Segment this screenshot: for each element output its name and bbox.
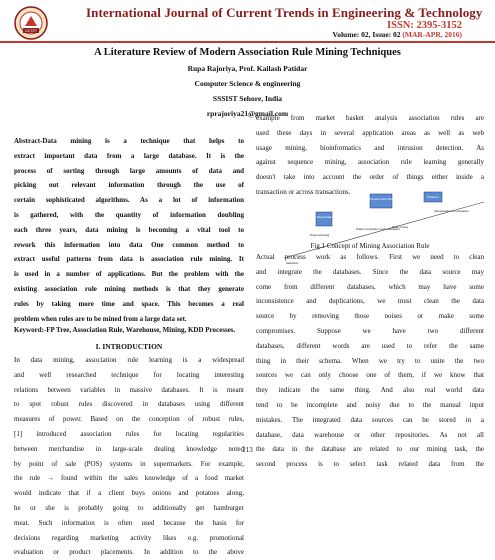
text-line: process of sorting through large amounts of data and: [14, 166, 244, 175]
figure-label-step4: Interpretation & evaluation: [434, 209, 470, 213]
text-line: is gathered, with the quantity of information doubling: [14, 210, 244, 219]
right-column-text-bottom: [256, 250, 484, 472]
volume-prefix: Volume: 02, Issue: 02: [332, 30, 403, 39]
keywords: Keyword:-FP Tree, Association Rule, Warehouse, Mining, KDD Processes.: [14, 326, 236, 334]
text-line: Abstract-Data mining is a technique that helps to: [14, 137, 244, 145]
page-number: 213: [242, 446, 253, 454]
header-divider: [0, 41, 495, 43]
text-line: rules by taking more time and space. This becomes a real: [14, 299, 244, 308]
text-line: compromises. Suppose we have two different: [256, 326, 484, 335]
text-line: extract important data from a large database. It is the: [14, 151, 244, 160]
text-line: certain sophisticated algorithms. As a lot of information: [14, 196, 244, 205]
text-line: decisions regarding marketing activity likes e.g. promotional: [14, 533, 244, 542]
text-line: evaluation or product placements. In addition to the above: [14, 548, 244, 557]
figure-label-box3: Patterns: [427, 195, 439, 199]
volume-issue: [332, 30, 462, 39]
abstract: [14, 134, 244, 326]
issn: ISSN: 2395-3152: [387, 20, 462, 31]
text-line: In data mining, association rule learning is a widespread: [14, 356, 244, 364]
text-line: against sequence mining, association rule learning generally: [256, 158, 484, 167]
paper-title: A Literature Review of Modern Association Rule Mining Techniques: [94, 47, 401, 58]
text-line: and well researched technique for locating interesting: [14, 370, 244, 379]
text-line: usage mining, bioinformatics and intrusion detection. As: [256, 143, 484, 152]
email: rprajoriya21@gmail.com: [206, 109, 289, 118]
text-line: database, data warehouse or other repositories. As not all: [256, 430, 484, 439]
text-line: the rule → found within the sales knowledge of a food market: [14, 474, 244, 483]
text-line: the data in the database are related to our mining task, the: [256, 445, 484, 454]
section-heading-introduction: I. INTRODUCTION: [95, 342, 163, 351]
text-line: picking out relevant information through the use of: [14, 181, 244, 190]
text-line: used these days in several application areas as well as web: [256, 128, 484, 137]
journal-logo: [14, 6, 48, 40]
text-line: to spot robust rules discovered in databases using different: [14, 400, 244, 409]
text-line: and integrate the databases. Since the data source may: [256, 267, 484, 276]
figure-label-start: Selection: [286, 261, 299, 265]
text-line: meat. Such information is often used because the basis for: [14, 518, 244, 527]
logo-text: IJCTET: [24, 29, 38, 33]
text-line: between merchandise in large-scale dealing knowledge noted: [14, 444, 244, 453]
text-line: doesn't take into account the order of things either inside a: [256, 173, 484, 182]
text-line: tend to be incomplete and noisy due to the manual input: [256, 400, 484, 409]
text-line: example from market basket analysis association rules are: [256, 114, 484, 122]
text-line: existing association rule mining methods is that they generate: [14, 284, 244, 293]
text-line: measures of power. Based on the conception of robust rules,: [14, 415, 244, 424]
text-line: is used in a number of applications. But the problem with the: [14, 270, 244, 279]
figure-caption: Fig.1 Concept of Mining Association Rule: [310, 242, 430, 250]
text-line: he or she is probably going to additionally get hamburger: [14, 503, 244, 512]
text-line: would indicate that if a client buys onions and potatoes along,: [14, 489, 244, 498]
journal-title: International Journal of Current Trends in Engineering & Technology: [86, 5, 483, 20]
text-line: they indicate the same thing. And also real world data: [256, 386, 484, 395]
authors: Rupa Rajoriya, Prof. Kailash Patidar: [187, 64, 308, 73]
text-line: by point of sale (POS) systems in supermarkets. For example,: [14, 459, 244, 468]
text-line: Actual process work as follows. First we need to clean: [256, 253, 484, 261]
figure-label-box2: Transformed Data: [368, 197, 394, 201]
right-column-text-top: [256, 111, 484, 200]
figure-label-step2: Pattern extraction and evaluation: [356, 227, 400, 231]
text-line: sources we can only choose one of them, if we know that: [256, 371, 484, 380]
text-line: relations between variables in massive databases. It is meant: [14, 385, 244, 394]
text-line: mistakes. The integrated data sources can be stored in a: [256, 415, 484, 424]
introduction-text: [14, 353, 244, 560]
text-line: extract useful patterns from data is association rule mining. It: [14, 255, 244, 264]
institute: SSSIST Sehore, India: [212, 94, 283, 103]
text-line: problem when rules are to be mined from a large data set.: [14, 314, 187, 323]
volume-date: (MAR-APR, 2016): [402, 30, 462, 39]
figure-label-box1: Target Data: [316, 215, 332, 219]
text-line: [1] introduced association rules for locating regularities: [14, 429, 244, 438]
text-line: inconsistence and duplications, we must clean the data: [256, 297, 484, 306]
text-line: come from different databases, which may have some: [256, 282, 484, 291]
text-line: thing in their schema. When we try to unite the two: [256, 356, 484, 365]
text-line: source by removing those noises or make some: [256, 312, 484, 321]
figure-label-step3: Data mining: [392, 225, 409, 229]
department: Computer Science & engineering: [194, 79, 301, 88]
text-line: second process is to select task related data from the: [256, 460, 484, 469]
figure-label-step1: Preprocessing: [310, 233, 330, 237]
text-line: each three years, data mining is becoming a vital tool to: [14, 225, 244, 234]
text-line: databases, different words are used to refer the same: [256, 341, 484, 350]
text-line: transaction or across transactions.: [256, 187, 351, 196]
text-line: rework this information into data One common method to: [14, 240, 244, 249]
